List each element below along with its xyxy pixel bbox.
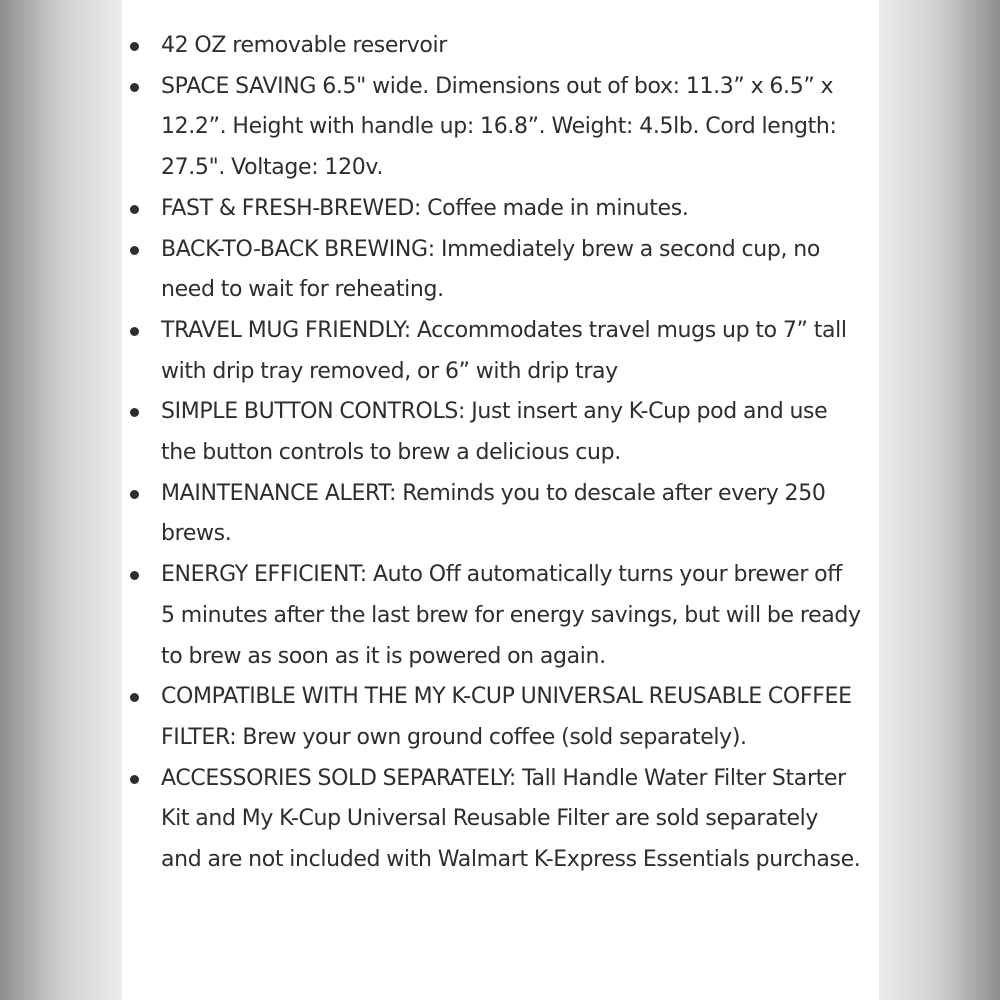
feature-text: ENERGY EFFICIENT: Auto Off automatically turns your brewer off 5 minutes after the last brew for energy savings, but will be ready to brew as soon as it is powered on again.	[161, 562, 861, 669]
bullet-icon	[130, 693, 139, 702]
feature-text: FAST & FRESH-BREWED: Coffee made in minutes.	[161, 195, 689, 221]
feature-text: ACCESSORIES SOLD SEPARATELY: Tall Handle Water Filter Starter Kit and My K-Cup Universal Reusable Filter are sold separately and are not included with Walmart K-Express Essentials purchase.	[161, 765, 861, 873]
feature-item	[122, 230, 879, 311]
feature-item	[122, 759, 879, 881]
feature-item	[122, 677, 879, 758]
bullet-icon	[130, 83, 139, 92]
feature-item	[122, 392, 879, 473]
feature-text: TRAVEL MUG FRIENDLY: Accommodates travel mugs up to 7” tall with drip tray removed, or 6” with drip tray	[161, 317, 847, 384]
bullet-icon	[130, 42, 139, 51]
feature-item	[122, 474, 879, 555]
bullet-icon	[130, 775, 139, 784]
feature-text: BACK-TO-BACK BREWING: Immediately brew a second cup, no need to wait for reheating.	[161, 236, 820, 303]
content-panel	[122, 0, 879, 1000]
feature-text: SIMPLE BUTTON CONTROLS: Just insert any K-Cup pod and use the button controls to brew a delicious cup.	[161, 399, 828, 466]
feature-text: COMPATIBLE WITH THE MY K-CUP UNIVERSAL REUSABLE COFFEE FILTER: Brew your own ground coffee (sold separately).	[161, 684, 852, 750]
feature-text: MAINTENANCE ALERT: Reminds you to descale after every 250 brews.	[161, 480, 826, 547]
feature-text: 42 OZ removable reservoir	[161, 33, 447, 58]
bullet-icon	[130, 246, 139, 255]
bullet-icon	[130, 327, 139, 336]
feature-item	[122, 189, 879, 230]
bullet-icon	[130, 571, 139, 580]
feature-text: SPACE SAVING 6.5" wide. Dimensions out of box: 11.3” x 6.5” x 12.2”. Height with handle up: 16.8”. Weight: 4.5lb. Cord length: 27.5". Voltage: 120v.	[161, 73, 837, 181]
bullet-icon	[130, 205, 139, 214]
feature-item	[122, 67, 879, 189]
bullet-icon	[130, 490, 139, 499]
feature-item	[122, 555, 879, 677]
feature-item	[122, 26, 879, 67]
feature-item	[122, 311, 879, 392]
feature-list	[122, 26, 879, 881]
bullet-icon	[130, 408, 139, 417]
